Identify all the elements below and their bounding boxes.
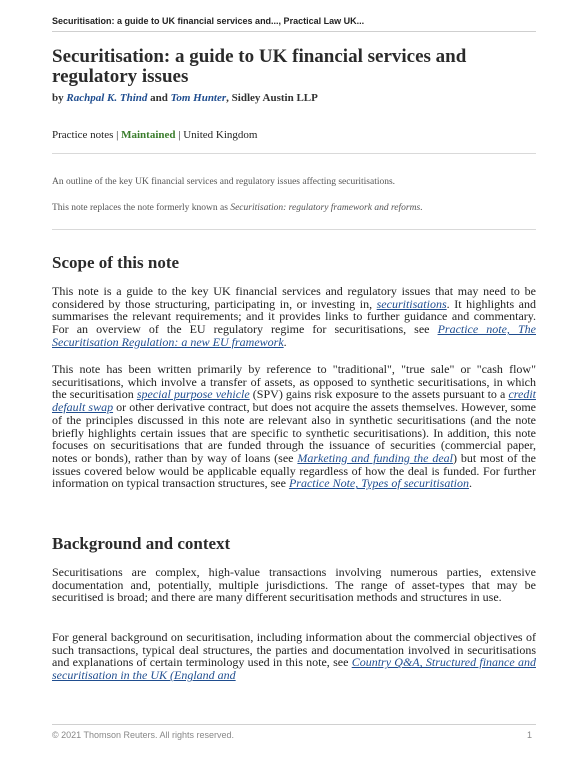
text-run: . [469, 476, 473, 491]
background-paragraph-2 [52, 631, 536, 682]
scope-paragraph-2 [52, 363, 536, 490]
author-link-2[interactable]: Tom Hunter [170, 92, 227, 104]
link-types-of-securitisation[interactable]: Practice Note, Types of securitisation [288, 476, 470, 491]
text-run: This note has been written primarily by reference to "traditional", "true sale" or "cash flow" securitisations, which involve a transfer of assets, as opposed to synthetic securitisations, in which the securitisation [52, 362, 536, 402]
replacement-note [52, 203, 536, 213]
text-run: ) but most of the issues covered below would be applicable equally regardless of how the deal is funded. For further information on typical transaction structures, see [52, 450, 536, 491]
text-run: This note is a guide to the key UK financial services and regulatory issues that may need to be considered by those structuring, participating in, or investing in, [52, 284, 536, 311]
link-securitisations[interactable]: securitisations [376, 296, 447, 311]
page-number: 1 [526, 730, 532, 740]
section-heading-scope: Scope of this note [52, 253, 180, 272]
link-eu-framework[interactable]: Practice note, The Securitisation Regulation: a new EU framework [52, 322, 536, 349]
copyright-notice: © 2021 Thomson Reuters. All rights reserved. [52, 730, 235, 740]
jurisdiction: United Kingdom [183, 129, 258, 141]
text-run: . It highlights and summarises the relevant requirements; and it provides links to further guidance and commentary. For an overview of the EU regulatory regime for securitisations, see [52, 296, 536, 337]
scope-paragraph-1 [52, 285, 536, 349]
document-meta [52, 129, 257, 141]
header-divider [52, 31, 536, 32]
resource-type: Practice notes [52, 129, 114, 141]
byline-and: and [150, 92, 168, 104]
replaced-note-title: Securitisation: regulatory framework and reforms [230, 203, 421, 213]
replacement-note-suffix: . [420, 203, 423, 213]
link-special-purpose-vehicle[interactable]: special purpose vehicle [136, 387, 250, 402]
document-title: Securitisation: a guide to UK financial services and regulatory issues [52, 46, 467, 87]
author-link-1[interactable]: Rachpal K. Thind [66, 92, 148, 104]
meta-separator: | [178, 129, 181, 141]
byline-firm: , Sidley Austin LLP [226, 92, 318, 104]
abstract-text: An outline of the key UK financial services and regulatory issues affecting securitisations. [52, 177, 396, 187]
text-run: or other derivative contract, but does not acquire the assets themselves. However, some of the principles discussed in this note are relevant also in synthetic securitisations (and the note briefly highlights certain issues that are specific to synthetic securitisations). In addition, this note focuses on securitisations that are funded through the issuance of securities (commercial paper, notes or bonds), rather than by way of loans (see [52, 400, 536, 465]
text-run: (SPV) gains risk exposure to the assets pursuant to a [249, 387, 509, 402]
abstract-divider [52, 229, 536, 230]
background-paragraph-1: Securitisations are complex, high-value transactions involving numerous parties, extensive documentation and, potentially, multiple jurisdictions. The range of asset-types that may be securitised is broad; and there are many different securitisation methods and structures in use. [52, 565, 536, 605]
meta-separator: | [116, 129, 119, 141]
text-run: . [283, 334, 287, 349]
link-credit-default-swap[interactable]: credit default swap [52, 387, 536, 415]
section-heading-background: Background and context [52, 534, 231, 553]
replacement-note-prefix: This note replaces the note formerly known as [52, 203, 231, 213]
running-head: Securitisation: a guide to UK financial services and..., Practical Law UK... [52, 16, 365, 26]
page-footer [52, 730, 536, 740]
byline-prefix: by [52, 92, 64, 104]
link-country-qa[interactable]: Country Q&A, Structured finance and securitisation in the UK (England and [52, 655, 536, 683]
maintained-status: Maintained [121, 129, 176, 141]
byline [52, 92, 318, 104]
text-run: For general background on securitisation, including information about the commercial objectives of such transactions, typical deal structures, the parties and documentation involved in securitisations and explanations of certain terminology used in this note, see [52, 630, 536, 670]
link-marketing-and-funding[interactable]: Marketing and funding the deal [297, 450, 454, 465]
footer-divider [52, 724, 536, 725]
meta-divider [52, 153, 536, 154]
document-page [52, 0, 536, 760]
